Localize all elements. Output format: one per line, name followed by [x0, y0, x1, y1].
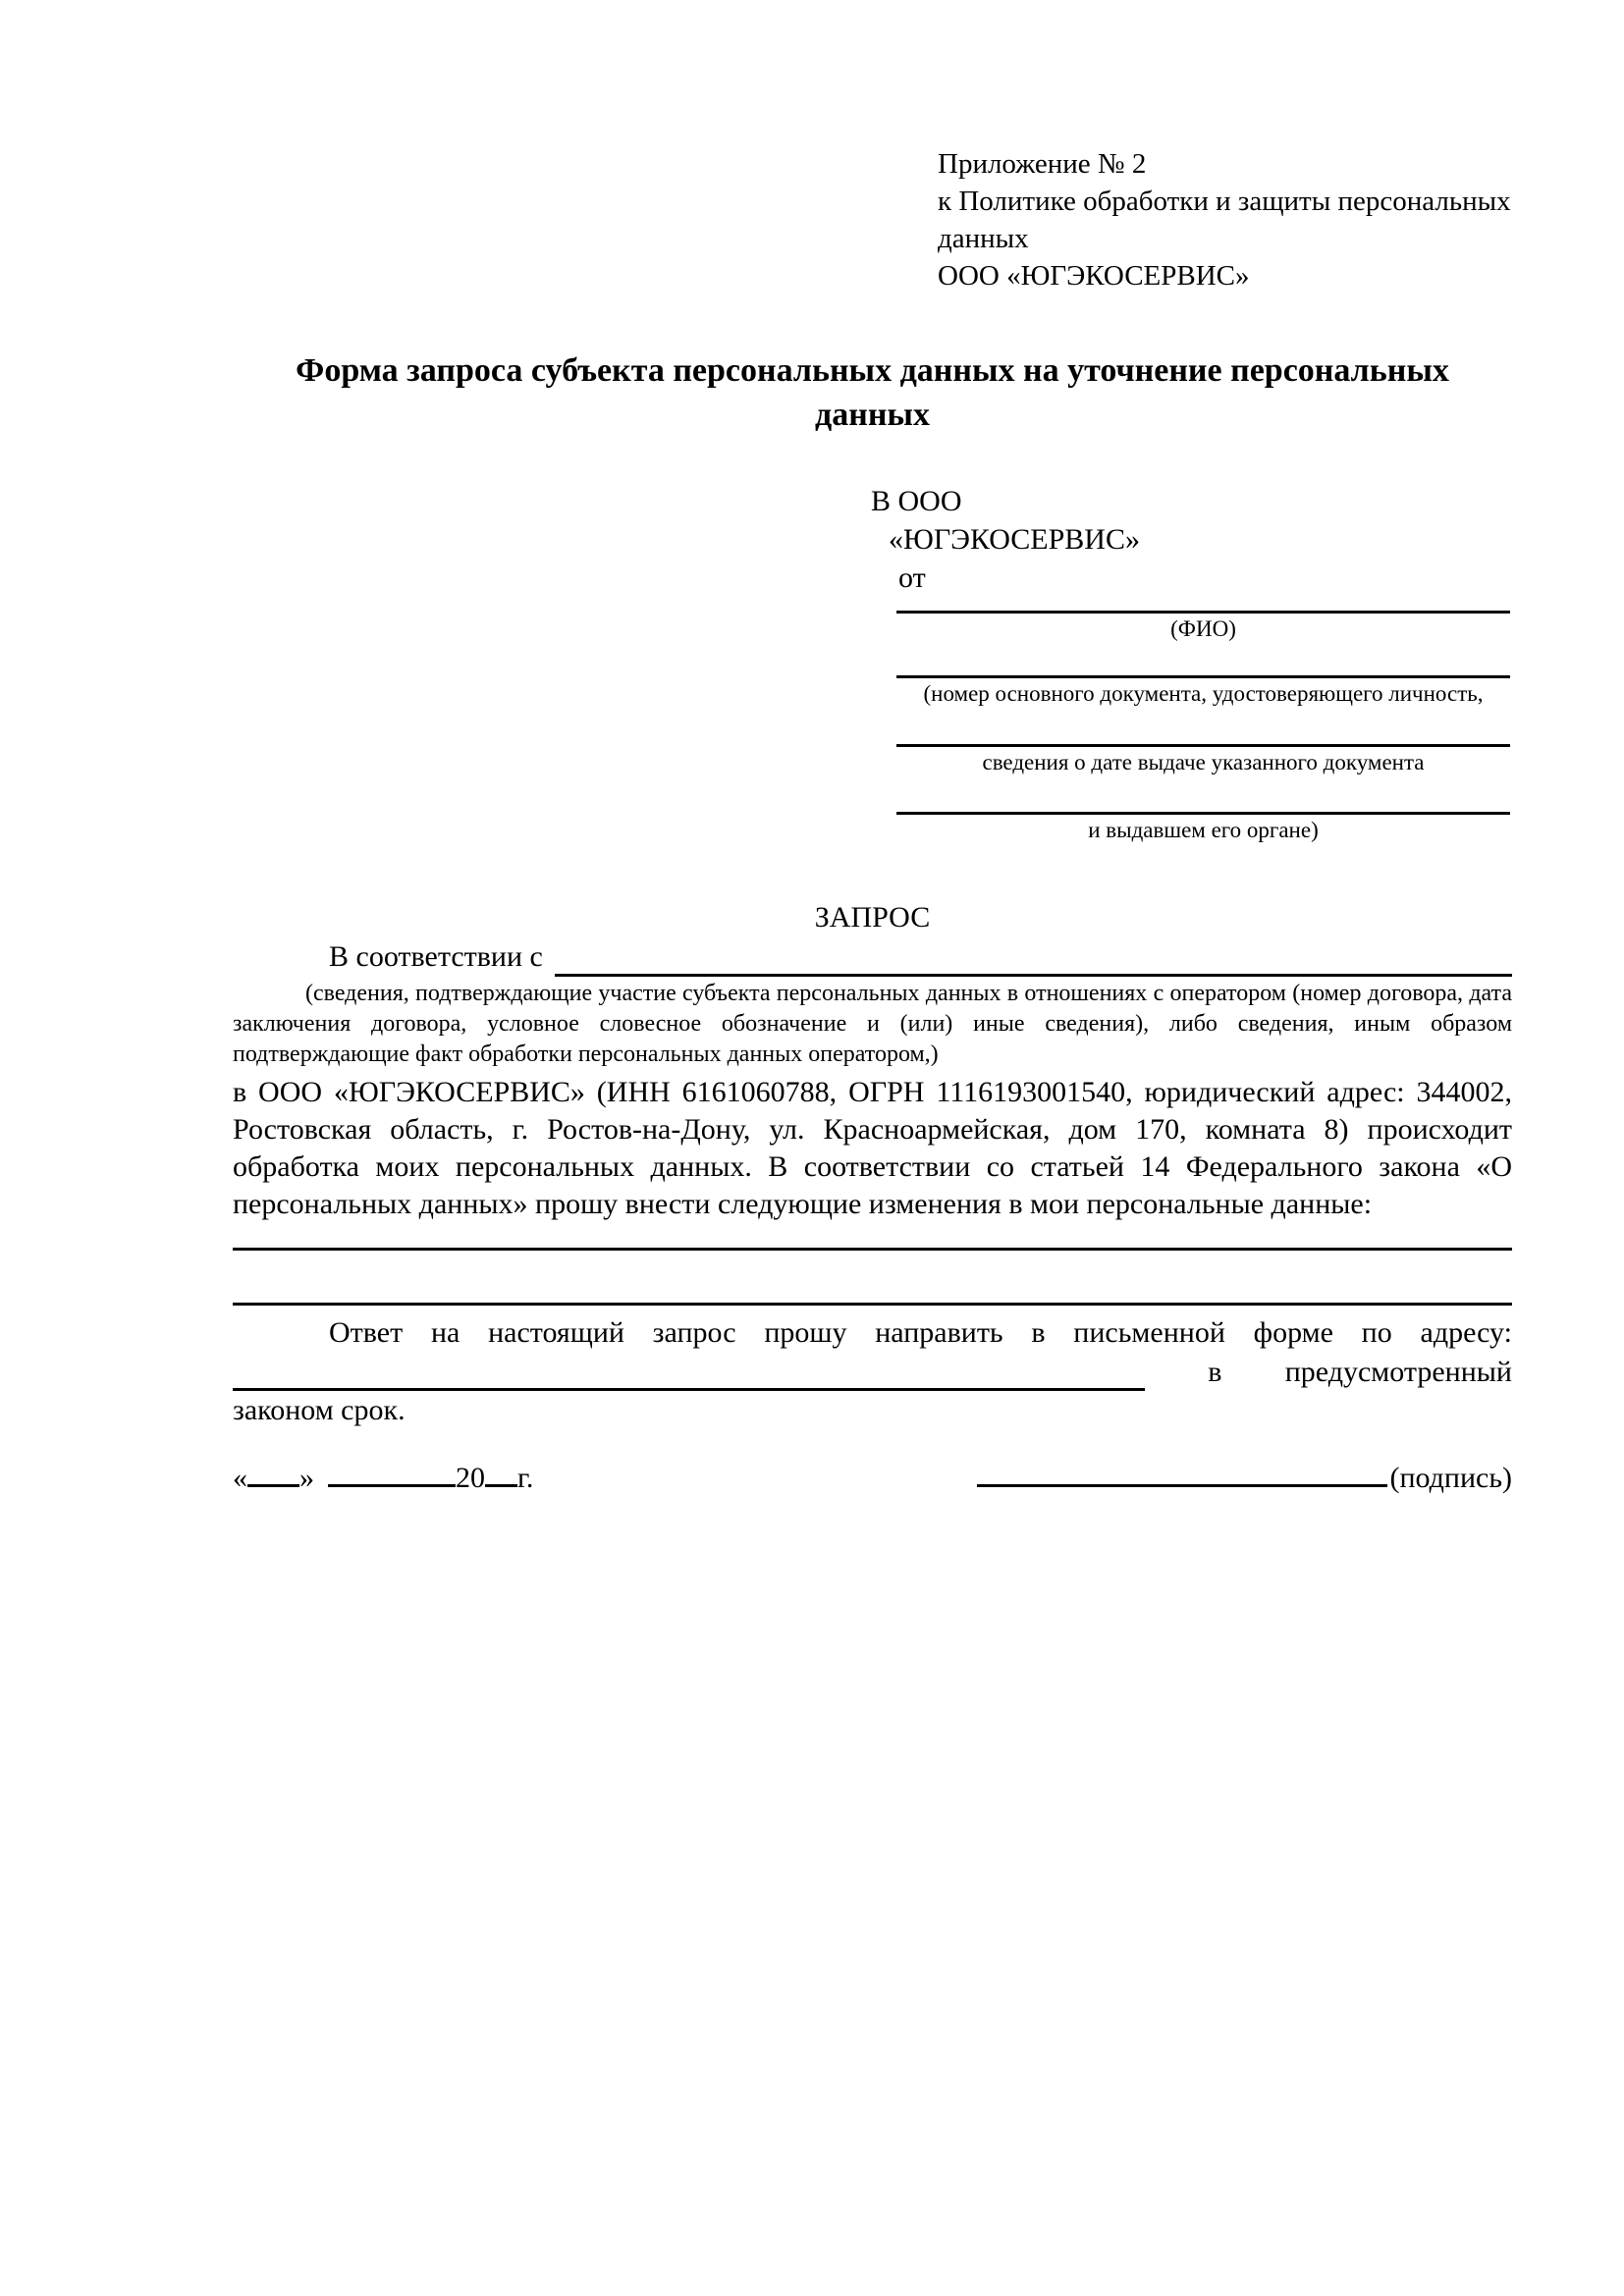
day-blank-line — [247, 1458, 299, 1487]
date-quote-close: » — [299, 1462, 314, 1494]
accordance-blank-line — [555, 941, 1512, 977]
year-blank-line — [485, 1458, 517, 1487]
appendix-note-line: данных — [938, 223, 1029, 254]
reply-address-row — [233, 1352, 1512, 1391]
addressee-from-label: от — [898, 561, 926, 594]
document-number-caption: (номер основного документа, удостоверяющего личность, — [923, 681, 1484, 706]
signature-caption: (подпись) — [1389, 1462, 1512, 1494]
addressee-org-prefix: В ООО — [871, 485, 962, 517]
addressee-org-name: «ЮГЭКОСЕРВИС» — [889, 523, 1140, 556]
applicant-fill-fields — [896, 611, 1510, 855]
addressee-block — [871, 482, 1512, 597]
date-quote-open: « — [233, 1462, 247, 1494]
fio-blank-line — [896, 611, 1510, 675]
request-heading: ЗАПРОС — [814, 901, 931, 934]
changes-blank-line-1 — [233, 1223, 1512, 1251]
fio-caption: (ФИО) — [1170, 616, 1236, 641]
accordance-row — [233, 937, 1512, 977]
date-group — [233, 1458, 533, 1498]
issuer-blank-line — [896, 812, 1510, 855]
year-suffix: г. — [517, 1462, 534, 1494]
document-number-blank-line — [896, 675, 1510, 744]
issue-date-caption: сведения о дате выдаче указанного документа — [982, 750, 1425, 774]
reply-word-predusmotrenny: предусмотренный — [1284, 1356, 1512, 1388]
issuer-caption: и выдавшем его органе) — [1088, 818, 1319, 842]
accordance-label: В соответствии с — [329, 940, 543, 973]
reply-term-line: законом срок. — [233, 1394, 406, 1426]
signature-group — [977, 1458, 1512, 1498]
appendix-note — [938, 145, 1512, 294]
reply-address-blank-line — [233, 1356, 1145, 1391]
signature-blank-line — [977, 1458, 1387, 1487]
reply-word-v: в — [1208, 1356, 1222, 1388]
fine-print-note: (сведения, подтверждающие участие субъекта персональных данных в отношениях с оператором (номер договора, дата заключения договора, условное словесное обозначение и (или) иные сведения), либо сведения, иным образом подтверждающие факт обработки персональных данных оператором,) — [233, 981, 1512, 1067]
reply-address-sentence: Ответ на настоящий запрос прошу направить в письменной форме по адресу: — [329, 1316, 1512, 1349]
year-prefix: 20 — [456, 1462, 485, 1494]
page-title: Форма запроса субъекта персональных данных на уточнение персональных данных — [296, 352, 1449, 433]
issue-date-blank-line — [896, 744, 1510, 812]
request-body-paragraph: в ООО «ЮГЭКОСЕРВИС» (ИНН 6161060788, ОГРН 1116193001540, юридический адрес: 344002, Ростовская область, г. Ростов-на-Дону, ул. Красноармейская, дом 170, комната 8) происходит обработка моих персональных данных. В соответствии со статьей 14 Федерального закона «О персональных данных» прошу внести следующие изменения в мои персональные данные: — [233, 1076, 1512, 1220]
month-blank-line — [328, 1458, 456, 1487]
date-signature-row — [233, 1458, 1512, 1498]
appendix-note-line: к Политике обработки и защиты персональных — [938, 186, 1511, 217]
changes-blank-line-2 — [233, 1251, 1512, 1306]
appendix-note-line: ООО «ЮГЭКОСЕРВИС» — [938, 260, 1250, 292]
appendix-note-line: Приложение № 2 — [938, 148, 1147, 180]
